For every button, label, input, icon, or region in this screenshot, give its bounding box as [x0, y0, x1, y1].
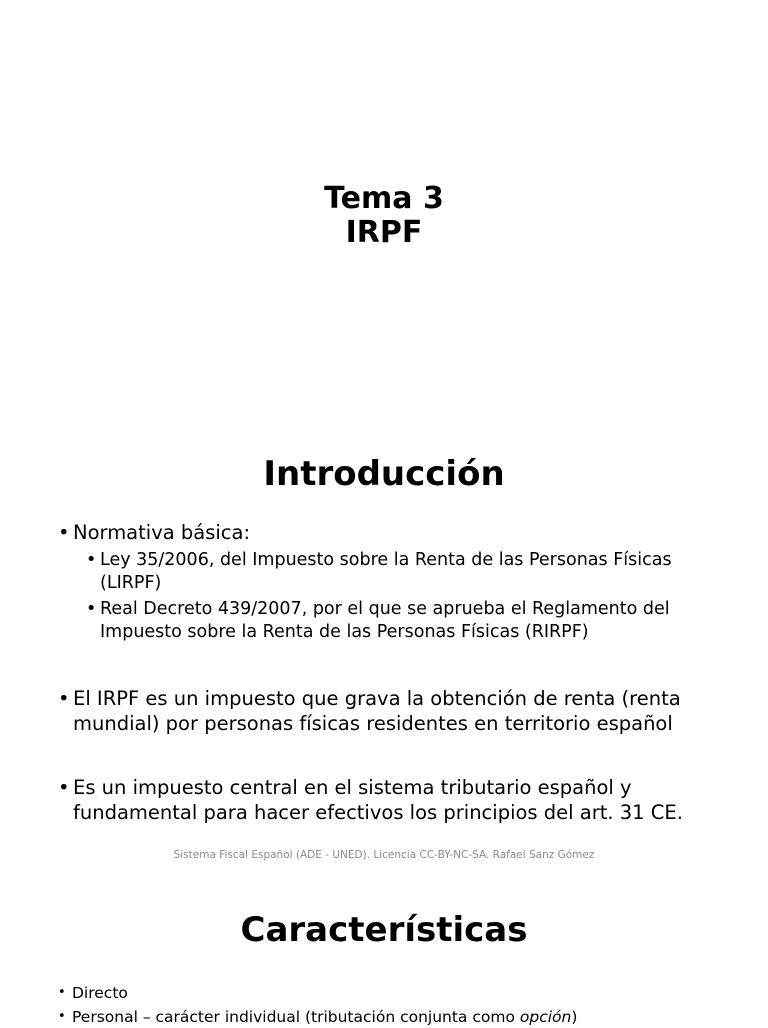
bullet-text: Normativa básica:: [73, 521, 251, 544]
characteristics-heading: Características: [240, 910, 528, 950]
intro-heading: Introducción: [263, 454, 505, 494]
characteristics-bullet-2: [58, 1006, 712, 1028]
bullet-text-end: ): [571, 1008, 578, 1026]
intro-bullet-2: [58, 686, 693, 736]
slide-footer: Sistema Fiscal Español (ADE - UNED). Licencia CC-BY-NC-SA. Rafael Sanz Gómez: [173, 849, 595, 861]
bullet-text: Real Decreto 439/2007, por el que se aprueba el Reglamento del Impuesto sobre la Renta de las Personas Físicas (RIRPF): [100, 599, 670, 642]
intro-sub-bullet-2: [86, 598, 700, 644]
bullet-text: Ley 35/2006, del Impuesto sobre la Renta de las Personas Físicas (LIRPF): [100, 550, 672, 593]
bullet-dot: •: [86, 599, 97, 619]
bullet-text: Es un impuesto central en el sistema tributario español y fundamental para hacer efectivos los principios del art. 31 CE.: [73, 776, 683, 824]
characteristics-bullet-1: [58, 982, 672, 1004]
slide-title-line-2: IRPF: [345, 215, 423, 250]
intro-bullet-3: [58, 775, 693, 825]
bullet-dot: •: [58, 521, 70, 544]
bullet-text: Personal – carácter individual (tributación conjunta como: [72, 1008, 520, 1026]
title-slide: [0, 0, 768, 420]
slide-title-line-1: Tema 3: [324, 181, 444, 216]
bullet-dot: •: [58, 985, 66, 1000]
bullet-dot: •: [86, 550, 97, 570]
bullet-text: El IRPF es un impuesto que grava la obtención de renta (renta mundial) por personas físicas residentes en territorio español: [73, 687, 681, 735]
bullet-dot: •: [58, 687, 70, 710]
intro-bullet-1: [58, 520, 713, 545]
bullet-text-emphasis: opción: [519, 1008, 572, 1026]
bullet-dot: •: [58, 1009, 66, 1024]
bullet-text: Directo: [72, 984, 128, 1002]
bullet-dot: •: [58, 776, 70, 799]
intro-sub-bullet-1: [86, 549, 700, 595]
